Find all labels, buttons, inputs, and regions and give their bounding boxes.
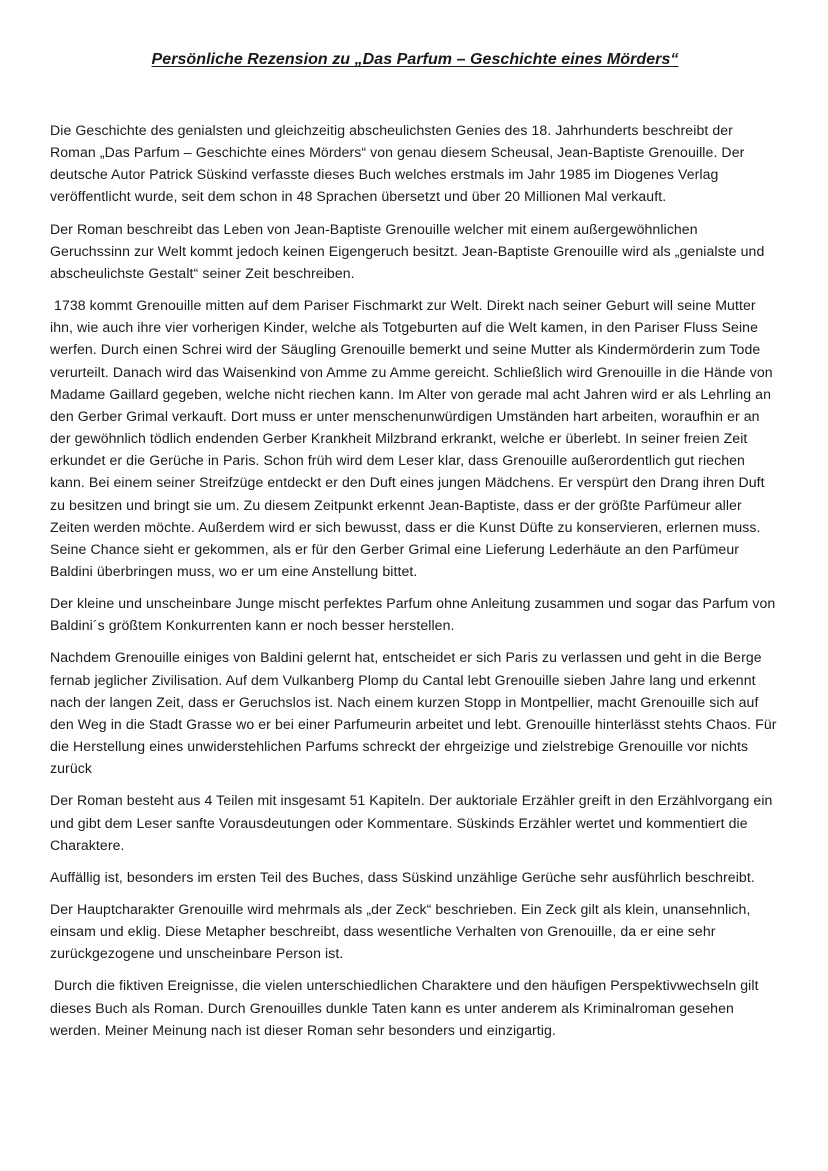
document-title: Persönliche Rezension zu „Das Parfum – Geschichte eines Mörders“ xyxy=(151,51,679,68)
paragraph-introduction: Die Geschichte des genialsten und gleichzeitig abscheulichsten Genies des 18. Jahrhunderts beschreibt der Roman „Das Parfum – Geschichte eines Mörders“ von genau diesem Scheusal, Jean-Baptiste Grenouille. Der deutsche Autor Patrick Süskind verfasste dieses Buch welches erstmals im Jahr 1985 im Diogenes Verlag veröffentlicht wurde, seit dem schon in 48 Sprachen übersetzt und über 20 Millionen Mal verkauft. xyxy=(50,122,749,205)
paragraph-journey: Nachdem Grenouille einiges von Baldini gelernt hat, entscheidet er sich Paris zu verlassen und geht in die Berge fernab jeglicher Zivilisation. Auf dem Vulkanberg Plomp du Cantal lebt Grenouille sieben Jahre lang und erkennt nach der langen Zeit, dass er Geruchslos ist. Nach einem kurzen Stopp in Montpellier, macht Grenouille sich auf den Weg in die Stadt Grasse wo er bei einer Parfumeurin arbeitet und lebt. Grenouille hinterlässt stehts Chaos. Für die Herstellung eines unwiderstehlichen Parfums schreckt der ehrgeizige und zielstrebige Grenouille vor nichts zurück xyxy=(50,649,781,777)
paragraph-talent: Der kleine und unscheinbare Junge mischt perfektes Parfum ohne Anleitung zusammen und sogar das Parfum von Baldini´s größtem Konkurrenten kann er noch besser herstellen. xyxy=(50,595,780,634)
document-body xyxy=(50,119,780,1041)
paragraph-structure: Der Roman besteht aus 4 Teilen mit insgesamt 51 Kapiteln. Der auktoriale Erzähler greift in den Erzählvorgang ein und gibt dem Leser sanfte Vorausdeutungen oder Kommentare. Süskinds Erzähler wertet und kommentiert die Charaktere. xyxy=(50,792,777,853)
paragraph-smells: Auffällig ist, besonders im ersten Teil des Buches, dass Süskind unzählige Gerüche sehr ausführlich beschreibt. xyxy=(50,868,755,885)
paragraph-plot: 1738 kommt Grenouille mitten auf dem Pariser Fischmarkt zur Welt. Direkt nach seiner Geburt will seine Mutter ihn, wie auch ihre vier vorherigen Kinder, welche als Totgeburten auf die Welt kamen, in den Pariser Fluss Seine werfen. Durch einen Schrei wird der Säugling Grenouille bemerkt und seine Mutter als Kindermörderin zum Tode verurteilt. Danach wird das Waisenkind von Amme zu Amme gereicht. Schließlich wird Grenouille in die Hände von Madame Gaillard gegeben, welche nicht riechen kann. Im Alter von gerade mal acht Jahren wird er als Lehrling an den Gerber Grimal verkauft. Dort muss er unter menschenunwürdigen Umständen hart arbeiten, woraufhin er an der gewöhnlich tödlich endenden Gerber Krankheit Milzbrand erkrankt, welche er überlebt. In seiner freien Zeit erkundet er die Gerüche in Paris. Schon früh wird dem Leser klar, dass Grenouille außerordentlich gut riechen kann. Bei einem seiner Streifzüge entdeckt er den Duft eines jungen Mädchens. Er verspürt den Drang ihren Duft zu besitzen und bringt sie um. Zu diesem Zeitpunkt erkennt Jean-Baptiste, dass er der größte Parfümeur aller Zeiten werden möchte. Außerdem wird er sich bewusst, dass er die Kunst Düfte zu konservieren, erlernen muss. Seine Chance sieht er gekommen, als er für den Gerber Grimal eine Lieferung Lederhäute an den Parfümeur Baldini überbringen muss, wo er um eine Anstellung bittet. xyxy=(50,297,777,579)
paragraph-metaphor: Der Hauptcharakter Grenouille wird mehrmals als „der Zeck“ beschrieben. Ein Zeck gilt als klein, unansehnlich, einsam und eklig. Diese Metapher beschreibt, dass wesentliche Verhalten von Grenouille, da er eine sehr zurückgezogene und unscheinbare Person ist. xyxy=(50,901,755,962)
document-page xyxy=(50,0,780,1051)
paragraph-conclusion: Durch die fiktiven Ereignisse, die vielen unterschiedlichen Charaktere und den häufigen Perspektivwechseln gilt dieses Buch als Roman. Durch Grenouilles dunkle Taten kann es unter anderem als Kriminalroman gesehen werden. Meiner Meinung nach ist dieser Roman sehr besonders und einzigartig. xyxy=(50,977,763,1038)
paragraph-summary: Der Roman beschreibt das Leben von Jean-Baptiste Grenouille welcher mit einem außergewöhnlichen Geruchssinn zur Welt kommt jedoch keinen Eigengeruch besitzt. Jean-Baptiste Grenouille wird als „genialste und abscheulichste Gestalt“ seiner Zeit beschreiben. xyxy=(50,220,769,281)
